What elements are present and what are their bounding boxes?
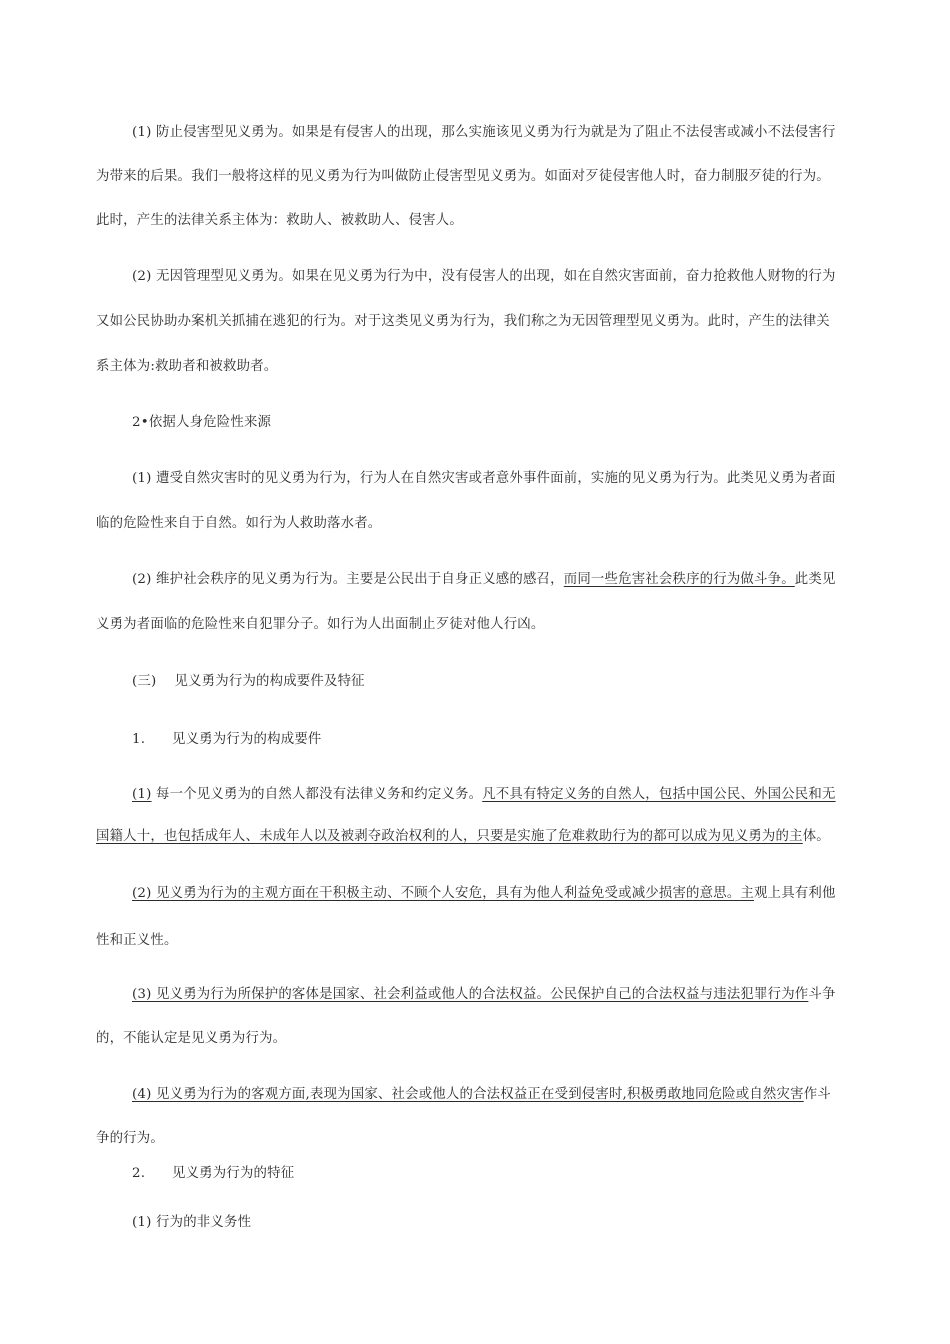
text-run: (2) 维护社会秩序的见义勇为行为。主要是公民出于自身正义感的感召， <box>132 572 564 587</box>
text-run: 斗争 <box>808 987 836 1002</box>
underlined-text: 国籍人十，也包括成年人、未成年人以及被剥夺政治权利的人，只要是实施了危难救助行为的都可以成为见义勇为的主 <box>96 829 803 844</box>
text-run: 每一个见义勇为的自然人都没有法律义务和约定义务。 <box>151 787 483 802</box>
paragraph-line: (2) 无因管理型见义勇为。如果在见义勇为行为中，没有侵害人的出现，如在自然灾害面前，奋力抢救他人财物的行为 <box>132 269 836 284</box>
paragraph-line: 争的行为。 <box>96 1131 164 1146</box>
paragraph-line: 为带来的后果。我们一般将这样的见义勇为行为叫做防止侵害型见义勇为。如面对歹徒侵害他人时，奋力制服歹徒的行为。 <box>96 169 830 184</box>
paragraph-line: 系主体为:救助者和被救助者。 <box>96 359 278 374</box>
subsection-heading <box>132 731 892 749</box>
paragraph-line: 临的危险性来自于自然。如行为人救助落水者。 <box>96 516 382 531</box>
heading-number: 2. <box>132 1166 146 1181</box>
paragraph-line <box>132 885 892 903</box>
paragraph-line: 此时，产生的法律关系主体为：救助人、被救助人、侵害人。 <box>96 213 463 228</box>
heading-text: 见义勇为行为的特征 <box>172 1166 295 1181</box>
text-run: 体。 <box>802 829 830 844</box>
underlined-text: (1) <box>132 787 152 802</box>
section-heading: (三) 见义勇为行为的构成要件及特征 <box>132 674 365 689</box>
feature-item: (1) 行为的非义务性 <box>132 1215 252 1230</box>
text-run: 观上具有利他 <box>754 886 836 901</box>
paragraph-line: 义勇为者面临的危险性来自犯罪分子。如行为人出面制止歹徒对他人行凶。 <box>96 617 545 632</box>
paragraph-line: 性和正义性。 <box>96 933 178 948</box>
paragraph-line <box>96 828 856 846</box>
paragraph-line: 的，不能认定是见义勇为行为。 <box>96 1031 287 1046</box>
paragraph-line: (1) 遭受自然灾害时的见义勇为行为，行为人在自然灾害或者意外事件面前，实施的见义勇为行为。此类见义勇为者面 <box>132 471 836 486</box>
underlined-text: 而同一些危害社会秩序的行为做斗争。 <box>563 572 795 587</box>
paragraph-line <box>132 786 892 804</box>
paragraph-line: (1) 防止侵害型见义勇为。如果是有侵害人的出现，那么实施该见义勇为行为就是为了阻止不法侵害或减小不法侵害行 <box>132 125 836 140</box>
text-run: 作斗 <box>803 1087 831 1102</box>
underlined-text: (4) 见义勇为行为的客观方面,表现为国家、社会或他人的合法权益正在受到侵害时,积极勇敢地同危险或自然灾害 <box>132 1087 804 1102</box>
underlined-text: (2) 见义勇为行为的主观方面在干积极主动、不顾个人安危，具有为他人利益免受或减少损害的意思。主 <box>132 886 755 901</box>
text-run: 此类见 <box>794 572 836 587</box>
paragraph-line: 又如公民协助办案机关抓捕在逃犯的行为。对于这类见义勇为行为，我们称之为无因管理型见义勇为。此时，产生的法律关 <box>96 314 830 329</box>
section-heading: 2•依据人身危险性来源 <box>132 415 272 430</box>
paragraph-line <box>132 571 892 589</box>
heading-number: 1. <box>132 732 146 747</box>
heading-text: 见义勇为行为的构成要件 <box>172 732 322 747</box>
underlined-text: 凡不具有特定义务的自然人，包括中国公民、外国公民和无 <box>482 787 836 802</box>
paragraph-line <box>132 986 892 1004</box>
paragraph-line <box>132 1086 892 1104</box>
underlined-text: (3) 见义勇为行为所保护的客体是国家、社会利益或他人的合法权益。公民保护自己的合法权益与违法犯罪行为作 <box>132 987 809 1002</box>
subsection-heading <box>132 1165 892 1183</box>
